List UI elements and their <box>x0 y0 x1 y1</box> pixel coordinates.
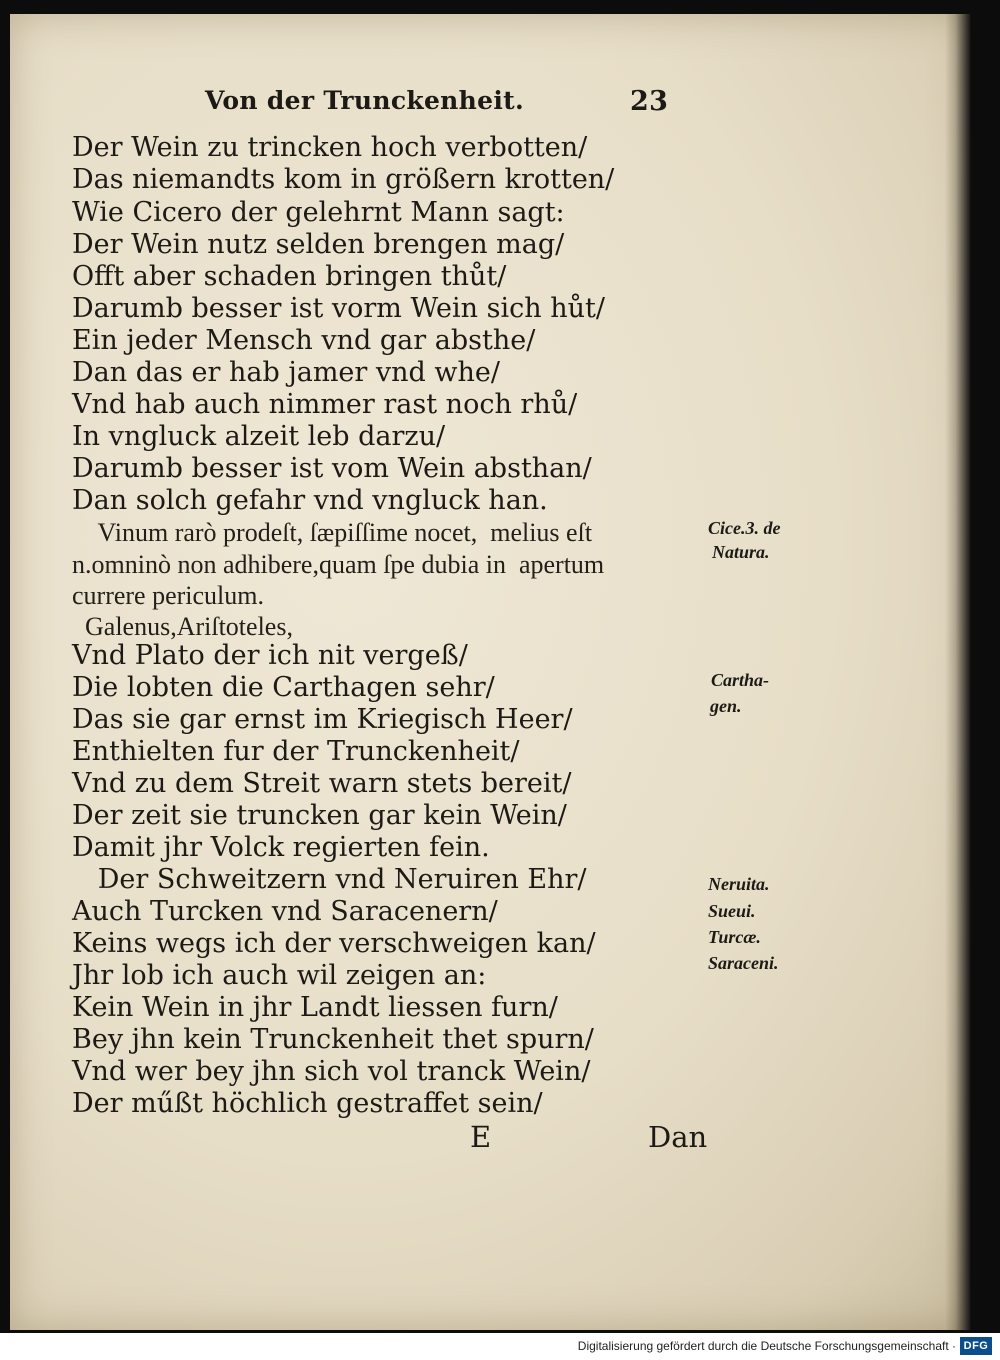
margin-note-turcae: Turcæ. <box>708 927 761 947</box>
verse-line: Der Wein zu trincken hoch verbotten/ <box>72 132 588 163</box>
verse-line: Kein Wein in jhr Landt liessen furn/ <box>72 992 558 1023</box>
latin-line: currere periculum. <box>72 581 265 610</box>
verse-line: Darumb besser ist vorm Wein sich hůt/ <box>72 293 605 324</box>
catchword: Dan <box>648 1120 708 1154</box>
margin-note-carthagen-cont: gen. <box>710 696 742 716</box>
verse-line: Ein jeder Mensch vnd gar absthe/ <box>72 325 536 356</box>
verse-line: Vnd zu dem Streit warn stets bereit/ <box>72 768 572 799</box>
dfg-logo: DFG <box>960 1337 992 1355</box>
verse-line: Darumb besser ist vom Wein absthan/ <box>72 453 592 484</box>
verse-line: Der zeit sie truncken gar kein Wein/ <box>72 800 567 831</box>
page-edge-shadow <box>945 14 971 1330</box>
verse-line: Der Schweitzern vnd Neruiren Ehr/ <box>72 864 587 895</box>
verse-line: Jhr lob ich auch wil zeigen an: <box>72 960 487 991</box>
verse-line: Dan das er hab jamer vnd whe/ <box>72 357 500 388</box>
verse-line: Die lobten die Carthagen sehr/ <box>72 672 495 703</box>
verse-line: Das niemandts kom in größern krotten/ <box>72 164 615 195</box>
running-head: Von der Trunckenheit. <box>205 86 524 115</box>
latin-line: Vinum rarò prodeſt, ſæpiſſime nocet, melius eſt <box>72 518 593 547</box>
latin-line: Galenus,Ariſtoteles, <box>72 612 293 641</box>
verse-line: Bey jhn kein Trunckenheit thet spurn/ <box>72 1024 594 1055</box>
verse-line: Das sie gar ernst im Kriegisch Heer/ <box>72 704 573 735</box>
signature-mark: E <box>470 1120 492 1154</box>
funding-credit: Digitalisierung gefördert durch die Deutsche Forschungsgemeinschaft · <box>577 1339 956 1353</box>
margin-note-cicero: Cice.3. de <box>708 518 781 538</box>
verse-line: Offt aber schaden bringen thůt/ <box>72 261 507 292</box>
verse-line: Keins wegs ich der verschweigen kan/ <box>72 928 596 959</box>
verse-line: Wie Cicero der gelehrnt Mann sagt: <box>72 197 565 228</box>
verse-line: Der Wein nutz selden brengen mag/ <box>72 229 565 260</box>
margin-note-carthagen: Cartha- <box>711 670 770 690</box>
verse-line: Enthielten fur der Trunckenheit/ <box>72 736 520 767</box>
margin-note-cicero-cont: Natura. <box>712 542 770 562</box>
page-number: 23 <box>630 86 669 117</box>
verse-line: In vngluck alzeit leb darzu/ <box>72 421 446 452</box>
latin-line: n.omninò non adhibere,quam ſpe dubia in apertum <box>72 550 605 579</box>
verse-line: Vnd wer bey jhn sich vol tranck Wein/ <box>72 1056 591 1087</box>
verse-line: Damit jhr Volck regierten fein. <box>72 832 490 863</box>
verse-line: Vnd hab auch nimmer rast noch rhů/ <box>72 389 578 420</box>
margin-note-sueui: Sueui. <box>708 901 756 921</box>
margin-note-saraceni: Saraceni. <box>708 953 779 973</box>
verse-line: Der műßt höchlich gestraffet sein/ <box>72 1088 543 1119</box>
margin-note-neruita: Neruita. <box>708 874 770 894</box>
funding-footer <box>0 1333 1000 1360</box>
verse-line: Auch Turcken vnd Saracenern/ <box>72 896 498 927</box>
verse-line: Dan solch gefahr vnd vngluck han. <box>72 485 548 516</box>
verse-line: Vnd Plato der ich nit vergeß/ <box>72 640 468 671</box>
